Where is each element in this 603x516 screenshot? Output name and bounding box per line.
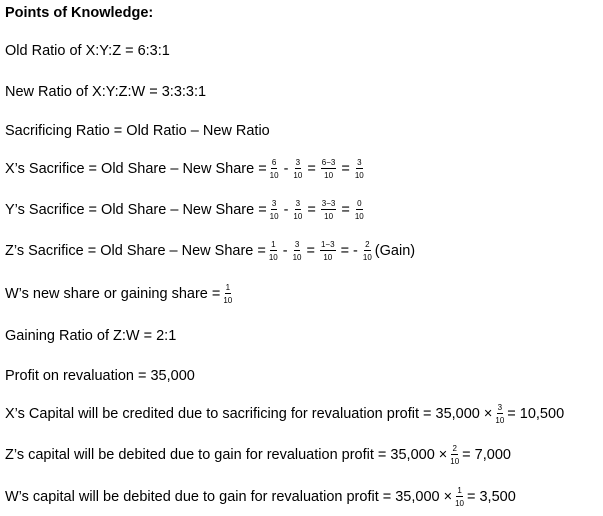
fraction: [223, 283, 232, 305]
x-capital-result: = 10,500: [507, 406, 565, 422]
fraction: [355, 158, 364, 180]
fraction: [455, 486, 464, 508]
denominator: 10: [495, 416, 505, 425]
fraction: [293, 199, 302, 221]
fraction: [270, 158, 279, 180]
denominator: 10: [269, 212, 279, 221]
fraction: [320, 240, 336, 262]
equals-sign: =: [307, 202, 316, 218]
denominator: 10: [323, 253, 333, 262]
numerator: 3: [497, 403, 503, 412]
fraction: [321, 199, 337, 221]
fraction: [293, 240, 302, 262]
w-capital-result: = 3,500: [467, 489, 516, 505]
fraction: [269, 240, 278, 262]
denominator: 10: [269, 171, 279, 180]
numerator: 3: [295, 199, 301, 208]
z-capital-line: [5, 444, 511, 466]
y-sacrifice-label: Y’s Sacrifice = Old Share – New Share =: [5, 202, 267, 218]
profit-text: Profit on revaluation = 35,000: [5, 368, 195, 384]
sacrificing-ratio-line: [5, 122, 270, 140]
numerator: 6−3: [321, 158, 336, 167]
denominator: 10: [324, 171, 334, 180]
numerator: 3: [357, 158, 362, 167]
x-capital-line: [5, 403, 564, 425]
denominator: 10: [292, 253, 302, 262]
heading: [5, 4, 153, 22]
numerator: 6: [271, 158, 277, 167]
numerator: 3: [295, 158, 301, 167]
z-sacrifice-line: [5, 240, 415, 262]
denominator: 10: [354, 171, 364, 180]
z-capital-result: = 7,000: [462, 447, 511, 463]
minus-sign: -: [283, 202, 289, 218]
fraction: [495, 403, 504, 425]
fraction: [355, 199, 364, 221]
numerator: 2: [365, 240, 370, 249]
denominator: 10: [293, 171, 303, 180]
x-sacrifice-line: [5, 158, 367, 180]
fraction: [293, 158, 302, 180]
gaining-ratio-text: Gaining Ratio of Z:W = 2:1: [5, 328, 177, 344]
profit-line: [5, 367, 195, 385]
numerator: 1: [225, 283, 231, 292]
w-share-line: [5, 283, 235, 305]
old-ratio-text: Old Ratio of X:Y:Z = 6:3:1: [5, 43, 170, 59]
z-capital-label: Z’s capital will be debited due to gain for revaluation profit = 35,000 ×: [5, 447, 448, 463]
numerator: 2: [452, 444, 457, 453]
equals-sign: =: [341, 202, 350, 218]
fraction: [270, 199, 279, 221]
equals-sign: =: [306, 243, 315, 259]
x-sacrifice-label: X’s Sacrifice = Old Share – New Share =: [5, 161, 267, 177]
denominator: 10: [324, 212, 334, 221]
equals-sign: =: [341, 161, 350, 177]
numerator: 3−3: [321, 199, 336, 208]
numerator: 1: [457, 486, 462, 495]
numerator: 0: [357, 199, 362, 208]
denominator: 10: [362, 253, 372, 262]
minus-sign: -: [282, 243, 288, 259]
w-capital-label: W’s capital will be debited due to gain for revaluation profit = 35,000 ×: [5, 489, 453, 505]
denominator: 10: [455, 499, 464, 508]
w-share-label: W’s new share or gaining share =: [5, 286, 221, 302]
y-sacrifice-line: [5, 199, 367, 221]
fraction: [363, 240, 372, 262]
numerator: 3: [271, 199, 277, 208]
numerator: 1−3: [320, 240, 335, 249]
equals-sign: = -: [340, 243, 358, 259]
fraction: [321, 158, 337, 180]
denominator: 10: [223, 296, 233, 305]
w-capital-line: [5, 486, 516, 508]
new-ratio-line: [5, 83, 206, 101]
z-sacrifice-label: Z’s Sacrifice = Old Share – New Share =: [5, 243, 266, 259]
gaining-ratio-line: [5, 327, 176, 345]
denominator: 10: [450, 457, 460, 466]
denominator: 10: [293, 212, 303, 221]
sacrificing-ratio-text: Sacrificing Ratio = Old Ratio – New Ratio: [5, 123, 270, 139]
fraction: [450, 444, 459, 466]
new-ratio-text: New Ratio of X:Y:Z:W = 3:3:3:1: [5, 84, 207, 100]
x-capital-label: X’s Capital will be credited due to sacrificing for revaluation profit = 35,000 ×: [5, 406, 493, 422]
denominator: 10: [268, 253, 278, 262]
minus-sign: -: [283, 161, 289, 177]
heading-text: Points of Knowledge:: [5, 5, 154, 21]
equals-sign: =: [307, 161, 316, 177]
denominator: 10: [354, 212, 364, 221]
numerator: 1: [271, 240, 276, 249]
gain-note: (Gain): [374, 243, 416, 259]
old-ratio-line: [5, 42, 170, 60]
numerator: 3: [294, 240, 300, 249]
